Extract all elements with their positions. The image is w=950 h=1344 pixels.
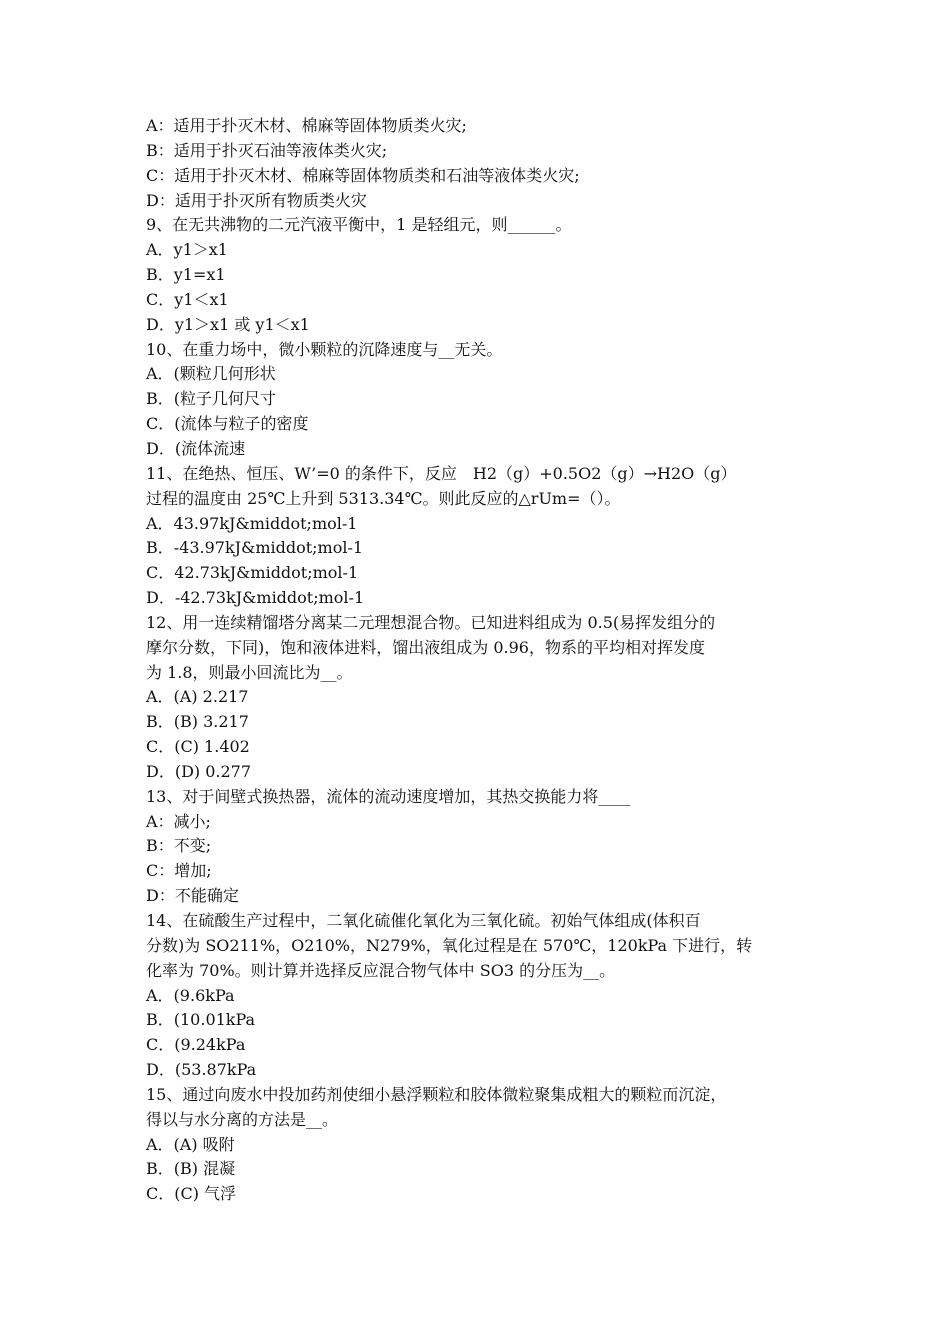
option-line: C．(C) 气浮 [146,1184,237,1204]
question-12-cont: 为 1.8，则最小回流比为__。 [146,662,353,682]
text-line: B：适用于扑灭石油等液体类火灾; [146,140,388,160]
option-line: B．y1=x1 [146,265,226,285]
option-line: B：不变; [146,836,212,856]
option-line: A．(9.6kPa [146,985,235,1005]
question-15: 15、通过向废水中投加药剂使细小悬浮颗粒和胶体微粒聚集成粗大的颗粒而沉淀， [146,1084,727,1104]
question-14-cont: 分数)为 SO211%，O210%，N279%，氧化过程是在 570℃，120kPa 下进行，转 [146,935,753,955]
option-line: C．(9.24kPa [146,1035,246,1055]
question-13: 13、对于间壁式换热器，流体的流动速度增加，其热交换能力将____ [146,786,631,806]
option-line: B．(B) 混凝 [146,1159,236,1179]
option-line: D．(53.87kPa [146,1060,257,1080]
option-line: B．(10.01kPa [146,1010,256,1030]
option-line: D．y1＞x1 或 y1＜x1 [146,314,310,334]
option-line: B．(粒子几何尺寸 [146,389,277,409]
option-line: B．(B) 3.217 [146,712,249,732]
option-line: D．(流体流速 [146,438,246,458]
document-page [146,114,818,1207]
option-line: B．-43.97kJ&middot;mol-1 [146,538,364,558]
text-line: C：适用于扑灭木材、棉麻等固体物质类和石油等液体类火灾; [146,165,580,185]
text-line: A：适用于扑灭木材、棉麻等固体物质类火灾; [146,116,467,135]
option-line: A．y1＞x1 [146,240,228,260]
question-10: 10、在重力场中，微小颗粒的沉降速度与__无关。 [146,339,503,359]
option-line: C．y1＜x1 [146,289,229,309]
option-line: C：增加; [146,861,212,881]
question-12: 12、用一连续精馏塔分离某二元理想混合物。已知进料组成为 0.5(易挥发组分的 [146,612,716,632]
option-line: D．(D) 0.277 [146,761,252,781]
text-line: D：适用于扑灭所有物质类火灾 [146,190,367,210]
option-line: A．(颗粒几何形状 [146,364,276,384]
question-9: 9、在无共沸物的二元汽液平衡中，1 是轻组元，则______。 [146,215,572,235]
question-11: 11、在绝热、恒压、W’=0 的条件下，反应 H2（g）+0.5O2（g）→H2O（g） [146,463,737,483]
option-line: A．43.97kJ&middot;mol-1 [146,513,358,533]
option-line: A．(A) 2.217 [146,687,249,707]
option-line: D．-42.73kJ&middot;mol-1 [146,588,365,608]
question-12-cont: 摩尔分数，下同)，饱和液体进料，馏出液组成为 0.96，物系的平均相对挥发度 [146,637,705,657]
question-11-cont: 过程的温度由 25℃上升到 5313.34℃。则此反应的△rUm=（）。 [146,488,621,508]
option-line: A：减小; [146,811,211,831]
question-14-cont: 化率为 70%。则计算并选择反应混合物气体中 SO3 的分压为__。 [146,960,616,980]
option-line: A．(A) 吸附 [146,1134,235,1154]
option-line: C．(C) 1.402 [146,737,250,757]
option-line: D：不能确定 [146,886,239,906]
question-14: 14、在硫酸生产过程中，二氧化硫催化氧化为三氧化硫。初始气体组成(体积百 [146,911,701,930]
option-line: C．42.73kJ&middot;mol-1 [146,563,359,583]
option-line: C．(流体与粒子的密度 [146,414,309,434]
question-15-cont: 得以与水分离的方法是__。 [146,1109,339,1129]
